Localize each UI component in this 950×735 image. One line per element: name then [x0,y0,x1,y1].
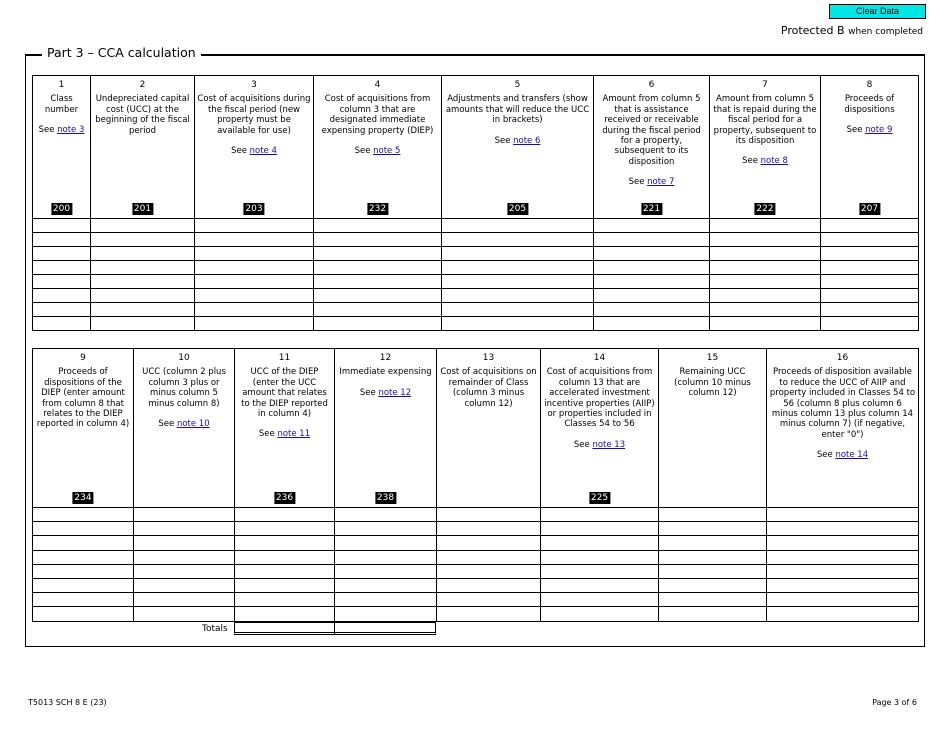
entry-cell[interactable] [821,261,919,275]
line-code-badge: 234 [74,493,92,503]
entry-cell[interactable] [91,233,195,247]
note-link[interactable]: note 5 [373,146,401,157]
entry-cell[interactable] [33,275,91,289]
line-code-badge: 200 [52,204,71,214]
entry-cell[interactable] [235,593,335,607]
entry-cell[interactable] [659,607,767,621]
entry-cell[interactable] [91,303,195,317]
entry-cell[interactable] [314,275,442,289]
column-number: 2 [139,80,146,90]
column-number: 11 [278,353,291,363]
column-header-2 [91,76,195,219]
entry-cell[interactable] [437,536,541,550]
entry-cell[interactable] [314,247,442,261]
see-note [33,125,90,135]
entry-cell[interactable] [33,219,91,233]
entry-cell[interactable] [335,593,437,607]
entry-cell[interactable] [541,578,659,592]
entry-cell[interactable] [437,508,541,522]
see-label: See [38,125,55,136]
entry-cell[interactable] [821,275,919,289]
entry-cell[interactable] [314,219,442,233]
entry-cell[interactable] [767,522,919,536]
entry-cell[interactable] [541,536,659,550]
totals-label: Totals [202,624,228,634]
entry-cell[interactable] [314,317,442,331]
see-label: See [494,135,511,146]
entry-cell[interactable] [594,289,710,303]
see-note [195,146,313,156]
line-code-badge: 225 [590,493,609,503]
entry-cell[interactable] [710,317,821,331]
entry-cell[interactable] [594,247,710,261]
entry-cell[interactable] [442,261,594,275]
column-header-7 [710,76,821,219]
column-description: UCC of the DIEP (enter the UCC amount that relates to the DIEP reported in column 4) [241,367,328,420]
entry-cell[interactable] [659,578,767,592]
table-row [33,219,919,233]
entry-cell[interactable] [335,536,437,550]
entry-cell[interactable] [442,247,594,261]
note-link[interactable]: note 11 [277,429,311,440]
entry-cell[interactable] [91,261,195,275]
entry-cell[interactable] [442,289,594,303]
column-description: Cost of acquisitions from column 13 that are accelerated investment incentive properties (AIIP) or properties included in Classes 54 to 56 [544,367,655,430]
entry-cell[interactable] [195,233,314,247]
see-label: See [231,146,247,157]
see-note [134,419,234,429]
clear-data-button[interactable]: Clear Data [829,4,926,19]
cca-table-part2 [32,348,919,622]
table-row [33,550,919,564]
entry-cell[interactable] [235,564,335,578]
see-note [442,136,593,146]
entry-cell[interactable] [442,317,594,331]
note-link[interactable]: note 10 [176,419,210,430]
entry-cell[interactable] [594,303,710,317]
column-header-4 [314,76,442,219]
entry-cell[interactable] [710,275,821,289]
column-number: 4 [374,80,381,90]
table-row [33,508,919,522]
entry-cell[interactable] [767,508,919,522]
entry-cell[interactable] [594,219,710,233]
table-row [33,275,919,289]
column-number: 9 [80,353,86,363]
column-description: Adjustments and transfers (show amounts that will reduce the UCC in brackets) [445,94,590,126]
see-note [594,177,709,187]
column-number: 5 [514,80,521,90]
column-description: Cost of acquisitions from column 3 that are designated immediate expensing property (DIEP) [321,94,434,136]
column-description: UCC (column 2 plus column 3 plus or minus column 5 minus column 8) [142,367,226,409]
column-header-9 [33,349,134,508]
entry-cell[interactable] [235,578,335,592]
entry-cell[interactable] [335,564,437,578]
entry-cell[interactable] [195,289,314,303]
column-description: Cost of acquisitions during the fiscal period (new property must be available for use) [197,94,311,136]
entry-cell[interactable] [821,289,919,303]
entry-cell[interactable] [710,233,821,247]
entry-cell[interactable] [33,261,91,275]
entry-cell[interactable] [33,247,91,261]
total-column-11[interactable] [234,622,335,635]
entry-cell[interactable] [314,233,442,247]
entry-cell[interactable] [437,593,541,607]
entry-cell[interactable] [235,508,335,522]
entry-cell[interactable] [134,508,235,522]
column-description: Immediate expensing [339,367,432,378]
table-row [33,564,919,578]
see-label: See [816,450,833,461]
note-link[interactable]: note 13 [592,439,626,450]
line-code-badge: 222 [756,204,774,214]
entry-cell[interactable] [659,564,767,578]
see-label: See [258,429,275,440]
column-description: Proceeds of dispositions [844,94,895,115]
entry-cell[interactable] [195,317,314,331]
entry-cell[interactable] [235,607,335,621]
column-header-6 [594,76,710,219]
column-header-10 [134,349,235,508]
see-label: See [742,156,758,167]
entry-cell[interactable] [33,522,134,536]
entry-cell[interactable] [437,522,541,536]
entry-cell[interactable] [195,261,314,275]
column-header-12 [335,349,437,508]
see-label: See [573,439,590,450]
column-description: Amount from column 5 that is assistance received or receivable during the fiscal period for a property, subsequent to its disposition [602,94,701,167]
column-header-1 [33,76,91,219]
column-description: Proceeds of disposition available to reduce the UCC of AIIP and property included in Classes 54 to 56 (column 8 plus column 6 minus column 13 plus column 14 minus column 7) (if negative, enter "0") [769,367,916,440]
entry-cell[interactable] [314,289,442,303]
note-link[interactable]: note 3 [57,125,85,136]
entry-cell[interactable] [335,508,437,522]
table-row [33,303,919,317]
entry-cell[interactable] [195,247,314,261]
column-description: Proceeds of dispositions of the DIEP (enter amount from column 8 that relates to the DIEP reported in column 4) [36,367,130,430]
column-number: 13 [482,353,495,363]
see-note [235,429,334,439]
see-label: See [359,387,376,398]
table-row [33,522,919,536]
note-link[interactable]: note 6 [513,135,541,146]
page-number: Page 3 of 6 [872,698,917,707]
column-header-15 [659,349,767,508]
entry-cell[interactable] [710,261,821,275]
protected-label: Protected B when completed [780,24,923,37]
entry-cell[interactable] [33,607,134,621]
cca-table-part1 [32,75,919,331]
entry-cell[interactable] [541,550,659,564]
column-header-16 [767,349,919,508]
entry-cell[interactable] [437,578,541,592]
entry-cell[interactable] [821,317,919,331]
line-code-badge: 238 [376,493,395,503]
entry-cell[interactable] [767,536,919,550]
entry-cell[interactable] [594,233,710,247]
note-link[interactable]: note 12 [378,387,412,398]
entry-cell[interactable] [594,317,710,331]
entry-cell[interactable] [195,219,314,233]
entry-cell[interactable] [442,303,594,317]
form-id: T5013 SCH 8 E (23) [28,698,107,707]
column-description: Amount from column 5 that is repaid during the fiscal period for a property, subsequent to its disposition [713,94,817,147]
entry-cell[interactable] [767,578,919,592]
line-code-badge: 221 [642,204,661,214]
entry-cell[interactable] [91,247,195,261]
entry-cell[interactable] [33,593,134,607]
line-code-badge: 201 [133,204,152,214]
column-number: 15 [706,353,719,363]
column-header-14 [541,349,659,508]
entry-cell[interactable] [33,564,134,578]
total-column-12[interactable] [334,622,436,635]
entry-cell[interactable] [821,303,919,317]
entry-cell[interactable] [710,247,821,261]
table-row [33,536,919,550]
entry-cell[interactable] [767,593,919,607]
column-number: 10 [178,353,190,363]
entry-cell[interactable] [659,550,767,564]
column-number: 3 [251,80,257,90]
entry-cell[interactable] [134,522,235,536]
entry-cell[interactable] [33,303,91,317]
entry-cell[interactable] [659,522,767,536]
entry-cell[interactable] [821,233,919,247]
column-number: 8 [866,80,873,90]
entry-cell[interactable] [442,219,594,233]
entry-cell[interactable] [134,550,235,564]
entry-cell[interactable] [821,219,919,233]
column-description: Undepreciated capital cost (UCC) at the beginning of the fiscal period [95,94,190,136]
line-code-badge: 205 [508,204,527,214]
entry-cell[interactable] [134,593,235,607]
entry-cell[interactable] [767,550,919,564]
entry-cell[interactable] [821,247,919,261]
table-row [33,593,919,607]
entry-cell[interactable] [442,233,594,247]
entry-cell[interactable] [437,607,541,621]
note-link[interactable]: note 14 [835,450,869,461]
entry-cell[interactable] [134,536,235,550]
column-description: Class number [44,94,79,115]
entry-cell[interactable] [235,550,335,564]
entry-cell[interactable] [541,607,659,621]
line-code-badge: 236 [275,493,294,503]
table-row [33,289,919,303]
column-number: 14 [593,353,606,363]
entry-cell[interactable] [659,593,767,607]
entry-cell[interactable] [314,261,442,275]
entry-cell[interactable] [134,564,235,578]
entry-cell[interactable] [33,508,134,522]
entry-cell[interactable] [33,317,91,331]
entry-cell[interactable] [541,522,659,536]
entry-cell[interactable] [33,550,134,564]
column-number: 16 [836,353,849,363]
see-note [314,146,441,156]
column-number: 7 [762,80,768,90]
entry-cell[interactable] [594,261,710,275]
column-description: Remaining UCC (column 10 minus column 12) [674,367,751,399]
column-header-13 [437,349,541,508]
column-number: 6 [648,80,655,90]
entry-cell[interactable] [335,607,437,621]
entry-cell[interactable] [33,289,91,303]
entry-cell[interactable] [235,522,335,536]
table-row [33,247,919,261]
entry-cell[interactable] [437,564,541,578]
entry-cell[interactable] [594,275,710,289]
entry-cell[interactable] [33,578,134,592]
line-code-badge: 207 [860,204,879,214]
column-header-5 [442,76,594,219]
see-note [541,440,658,450]
entry-cell[interactable] [335,578,437,592]
entry-cell[interactable] [442,275,594,289]
entry-cell[interactable] [235,536,335,550]
table-row [33,317,919,331]
see-label: See [354,146,371,157]
line-code-badge: 203 [245,204,263,214]
entry-cell[interactable] [91,219,195,233]
see-note [335,388,436,398]
table-row [33,578,919,592]
entry-cell[interactable] [91,289,195,303]
note-link[interactable]: note 4 [249,146,277,157]
entry-cell[interactable] [767,607,919,621]
entry-cell[interactable] [541,508,659,522]
see-label: See [846,125,863,136]
entry-cell[interactable] [33,233,91,247]
column-description: Cost of acquisitions on remainder of Class (column 3 minus column 12) [440,367,537,409]
column-number: 12 [379,353,392,363]
see-note [821,125,918,135]
entry-cell[interactable] [33,536,134,550]
see-note [710,156,820,166]
entry-cell[interactable] [767,564,919,578]
note-link[interactable]: note 7 [647,177,675,188]
line-code-badge: 232 [368,204,387,214]
entry-cell[interactable] [91,275,195,289]
entry-cell[interactable] [659,536,767,550]
entry-cell[interactable] [134,578,235,592]
note-link[interactable]: note 8 [760,156,788,167]
table-row [33,607,919,621]
part-title: Part 3 – CCA calculation [42,45,201,60]
column-number: 1 [58,80,65,90]
see-note [767,450,918,460]
entry-cell[interactable] [710,303,821,317]
entry-cell[interactable] [437,550,541,564]
note-link[interactable]: note 9 [865,125,893,136]
entry-cell[interactable] [195,303,314,317]
entry-cell[interactable] [710,219,821,233]
table-row [33,261,919,275]
see-label: See [158,419,175,430]
entry-cell[interactable] [541,593,659,607]
column-header-8 [821,76,919,219]
column-header-11 [235,349,335,508]
entry-cell[interactable] [335,522,437,536]
entry-cell[interactable] [710,289,821,303]
entry-cell[interactable] [134,607,235,621]
entry-cell[interactable] [541,564,659,578]
entry-cell[interactable] [91,317,195,331]
entry-cell[interactable] [335,550,437,564]
table-row [33,233,919,247]
column-header-3 [195,76,314,219]
entry-cell[interactable] [314,303,442,317]
entry-cell[interactable] [195,275,314,289]
see-label: See [628,177,645,188]
entry-cell[interactable] [659,508,767,522]
